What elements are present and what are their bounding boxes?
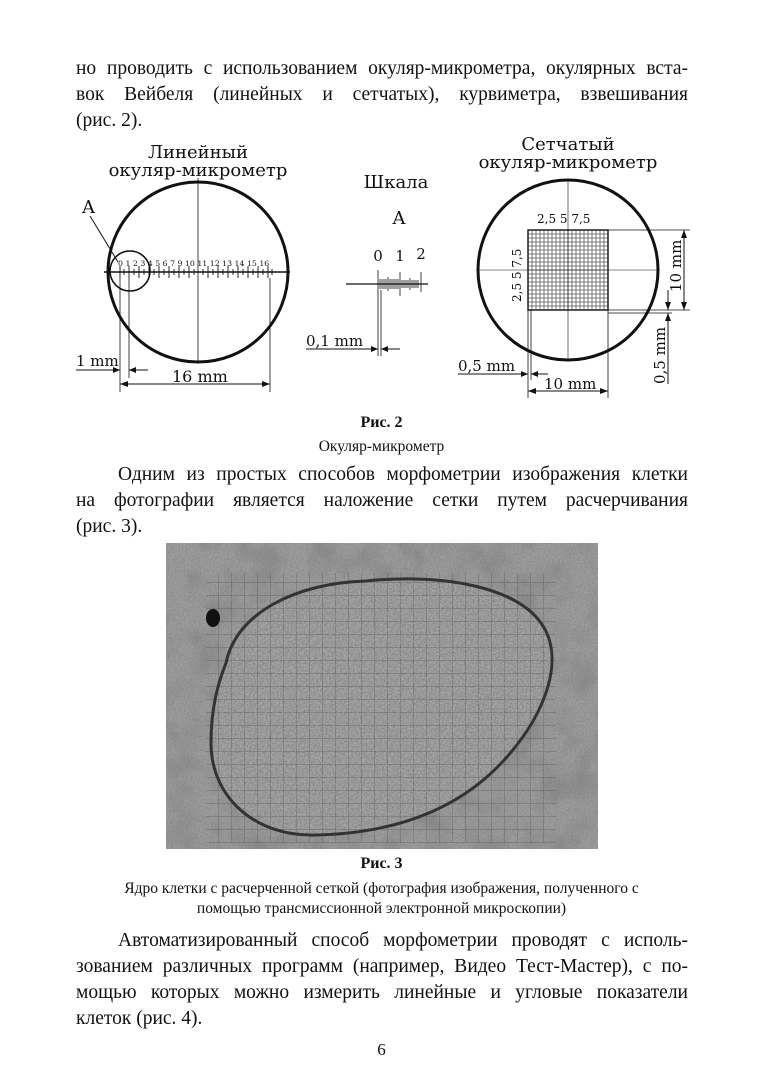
figure-3-caption-line-2: помощью трансмиссионной электронной микроскопии): [196, 900, 567, 917]
grid-top-labels: 2,5 5 7,5: [537, 212, 591, 226]
text-line: зованием различных программ (например, Видео Тест-Мастер), с по-: [76, 956, 688, 977]
scale-num-0: 0: [373, 247, 383, 265]
scale-title: Шкала: [363, 172, 429, 193]
paragraph-2: [76, 462, 688, 540]
intro-paragraph: [76, 56, 688, 134]
scale-marker-a: A: [392, 208, 406, 229]
grid-title-1: Сетчатый: [521, 134, 615, 155]
text-line: но проводить с использованием окуляр-микрометра, окулярных вста-: [76, 58, 688, 79]
linear-title-2: окуляр-микрометр: [108, 160, 288, 181]
text-line: на фотографии является наложение сетки путем расчерчивания: [76, 490, 688, 511]
text-line: (рис. 3).: [76, 516, 143, 537]
linear-marker-a: A: [82, 197, 95, 218]
linear-dim-16mm: 16 mm: [172, 367, 228, 386]
scale-num-1: 1: [395, 247, 405, 265]
grid-left-labels: 2,5 5 7,5: [510, 248, 524, 302]
text-line: клеток (рис. 4).: [76, 1008, 203, 1029]
figure-2-caption-title: Рис. 2: [360, 414, 403, 431]
text-line: (рис. 2).: [76, 110, 143, 131]
page-number: 6: [377, 1040, 386, 1059]
text-line: Одним из простых способов морфометрии изображения клетки: [118, 464, 688, 485]
grid-dim-10-bottom: 10 mm: [544, 375, 597, 393]
figure-3-photo: [166, 543, 598, 849]
linear-scale-numbers: 0 1 2 3 4 5 6 7 9 10 11 12 13 14 15 16: [118, 259, 270, 268]
grid-dim-05-bottom: 0,5 mm: [458, 357, 516, 375]
figure-3-caption-line-1: Ядро клетки с расчерченной сеткой (фотография изображения, полученного с: [124, 880, 639, 897]
grid-dim-05-right: 0,5 mm: [651, 326, 669, 384]
scale-num-2: 2: [416, 245, 426, 263]
figure-3-caption-title: Рис. 3: [360, 855, 403, 872]
scale-dim: 0,1 mm: [306, 332, 364, 350]
linear-dim-1mm: 1 mm: [76, 352, 119, 370]
scale-ticks: [378, 270, 421, 296]
grid-pattern: [528, 230, 608, 310]
grid-dim-10-right: 10 mm: [667, 239, 685, 292]
figure-2-caption-text: Окуляр-микрометр: [318, 438, 445, 455]
grid-title-2: окуляр-микрометр: [478, 152, 658, 173]
linear-title-1: Линейный: [148, 142, 248, 163]
text-line: мощью которых можно измерить линейные и угловые показатели: [76, 982, 688, 1003]
text-line: вок Вейбеля (линейных и сетчатых), курвиметра, взвешивания: [76, 84, 688, 105]
text-line: Автоматизированный способ морфометрии проводят с исполь-: [118, 930, 688, 951]
paragraph-3: [76, 928, 688, 1032]
